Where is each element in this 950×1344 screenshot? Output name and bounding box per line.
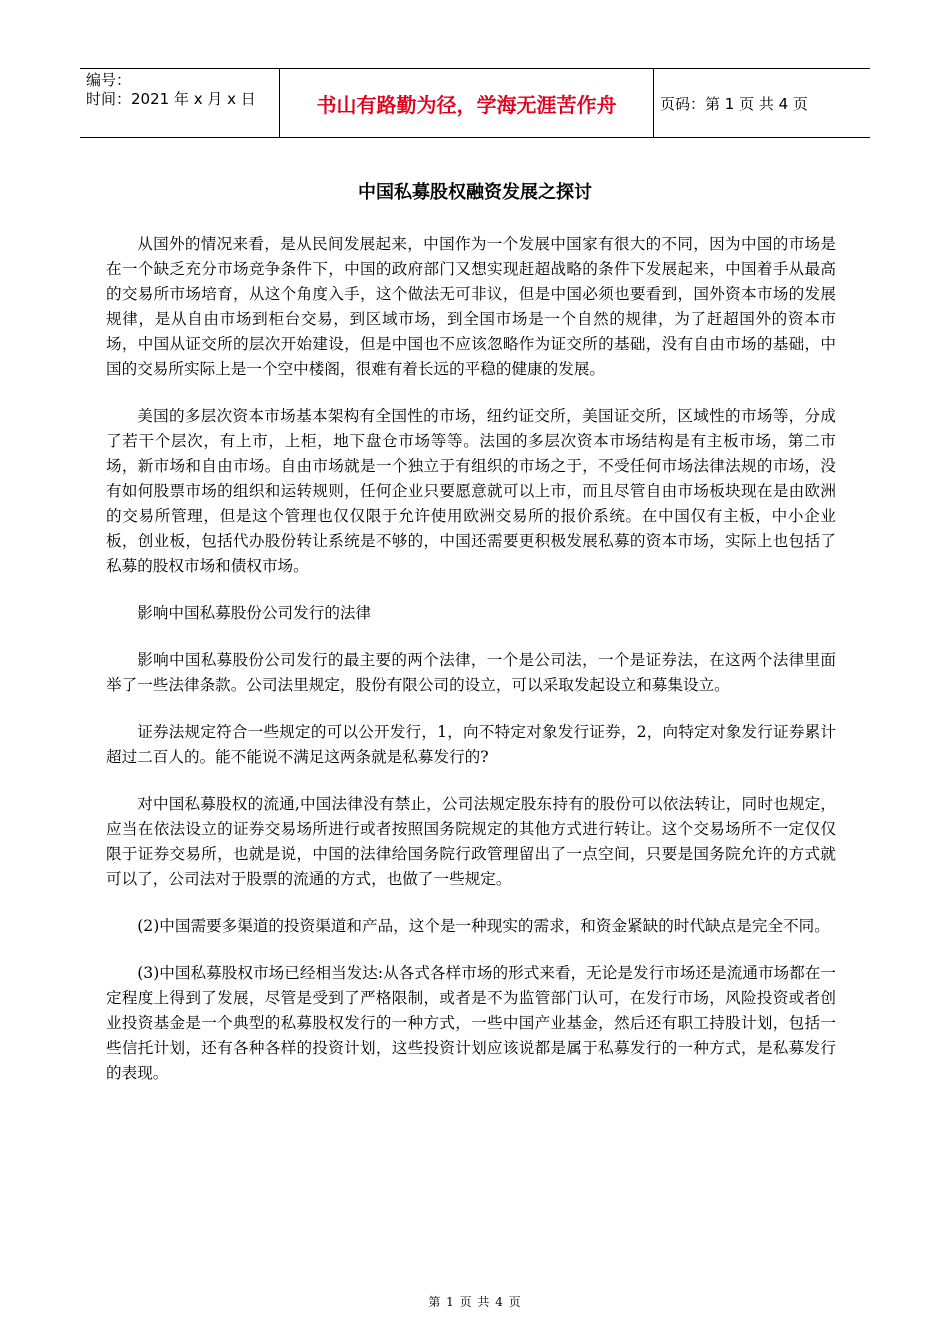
document-body — [106, 232, 836, 1108]
paragraph: 美国的多层次资本市场基本架构有全国性的市场，纽约证交所，美国证交所，区域性的市场等，分成了若干个层次，有上市，上柜，地下盘仓市场等等。法国的多层次资本市场结构是有主板市场，第二市场，新市场和自由市场。自由市场就是一个独立于有组织的市场之于，不受任何市场法律法规的市场，没有如何股票市场的组织和运转规则，任何企业只要愿意就可以上市，而且尽管自由市场板块现在是由欧洲的交易所管理，但是这个管理也仅仅限于允许使用欧洲交易所的报价系统。在中国仅有主板，中小企业板，创业板，包括代办股份转让系统是不够的，中国还需要更积极发展私募的资本市场，实际上也包括了私募的股权市场和债权市场。 — [106, 407, 836, 575]
paragraph: 从国外的情况来看，是从民间发展起来，中国作为一个发展中国家有很大的不同，因为中国的市场是在一个缺乏充分市场竞争条件下，中国的政府部门又想实现赶超战略的条件下发展起来，中国着手从最高的交易所市场培育，从这个角度入手，这个做法无可非议，但是中国必须也要看到，国外资本市场的发展规律，是从自由市场到柜台交易，到区域市场，到全国市场是一个自然的规律，为了赶超国外的资本市场，中国从证交所的层次开始建设，但是中国也不应该忽略作为证交所的基础，没有自由市场的基础，中国的交易所实际上是一个空中楼阁，很难有着长远的平稳的健康的发展。 — [106, 235, 836, 378]
page-header — [80, 68, 870, 138]
paragraph: (3)中国私募股权市场已经相当发达:从各式各样市场的形式来看，无论是发行市场还是流通市场都在一定程度上得到了发展，尽管是受到了严格限制，或者是不为监管部门认可，在发行市场，风险投资或者创业投资基金是一个典型的私募股权发行的一种方式，一些中国产业基金，然后还有职工持股计划，包括一些信托计划，还有各种各样的投资计划，这些投资计划应该说都是属于私募发行的一种方式，是私募发行的表现。 — [106, 964, 836, 1082]
paragraph: (2)中国需要多渠道的投资渠道和产品，这个是一种现实的需求，和资金紧缺的时代缺点是完全不同。 — [137, 917, 830, 935]
section-heading: 影响中国私募股份公司发行的法律 — [137, 604, 372, 622]
paragraph: 影响中国私募股份公司发行的最主要的两个法律，一个是公司法，一个是证券法，在这两个法律里面举了一些法律条款。公司法里规定，股份有限公司的设立，可以采取发起设立和募集设立。 — [106, 651, 836, 694]
page-footer: 第 1 页 共 4 页 — [428, 1295, 522, 1309]
header-motto: 书山有路勤为径，学海无涯苦作舟 — [280, 69, 654, 137]
paragraph: 对中国私募股权的流通,中国法律没有禁止，公司法规定股东持有的股份可以依法转让，同时也规定，应当在依法设立的证券交易场所进行或者按照国务院规定的其他方式进行转让。这个交易场所不一定仅仅限于证券交易所，也就是说，中国的法律给国务院行政管理留出了一点空间，只要是国务院允许的方式就可以了，公司法对于股票的流通的方式，也做了一些规定。 — [106, 795, 836, 888]
document-title: 中国私募股权融资发展之探讨 — [358, 182, 592, 203]
document-date: 时间：2021 年 x 月 x 日 — [86, 90, 256, 108]
document-number-label: 编号： — [86, 71, 132, 89]
header-page-info: 页码：第 1 页 共 4 页 — [660, 94, 808, 113]
header-meta — [80, 69, 280, 137]
paragraph: 证券法规定符合一些规定的可以公开发行，1，向不特定对象发行证券，2，向特定对象发行证券累计超过二百人的。能不能说不满足这两条就是私募发行的? — [106, 723, 836, 766]
